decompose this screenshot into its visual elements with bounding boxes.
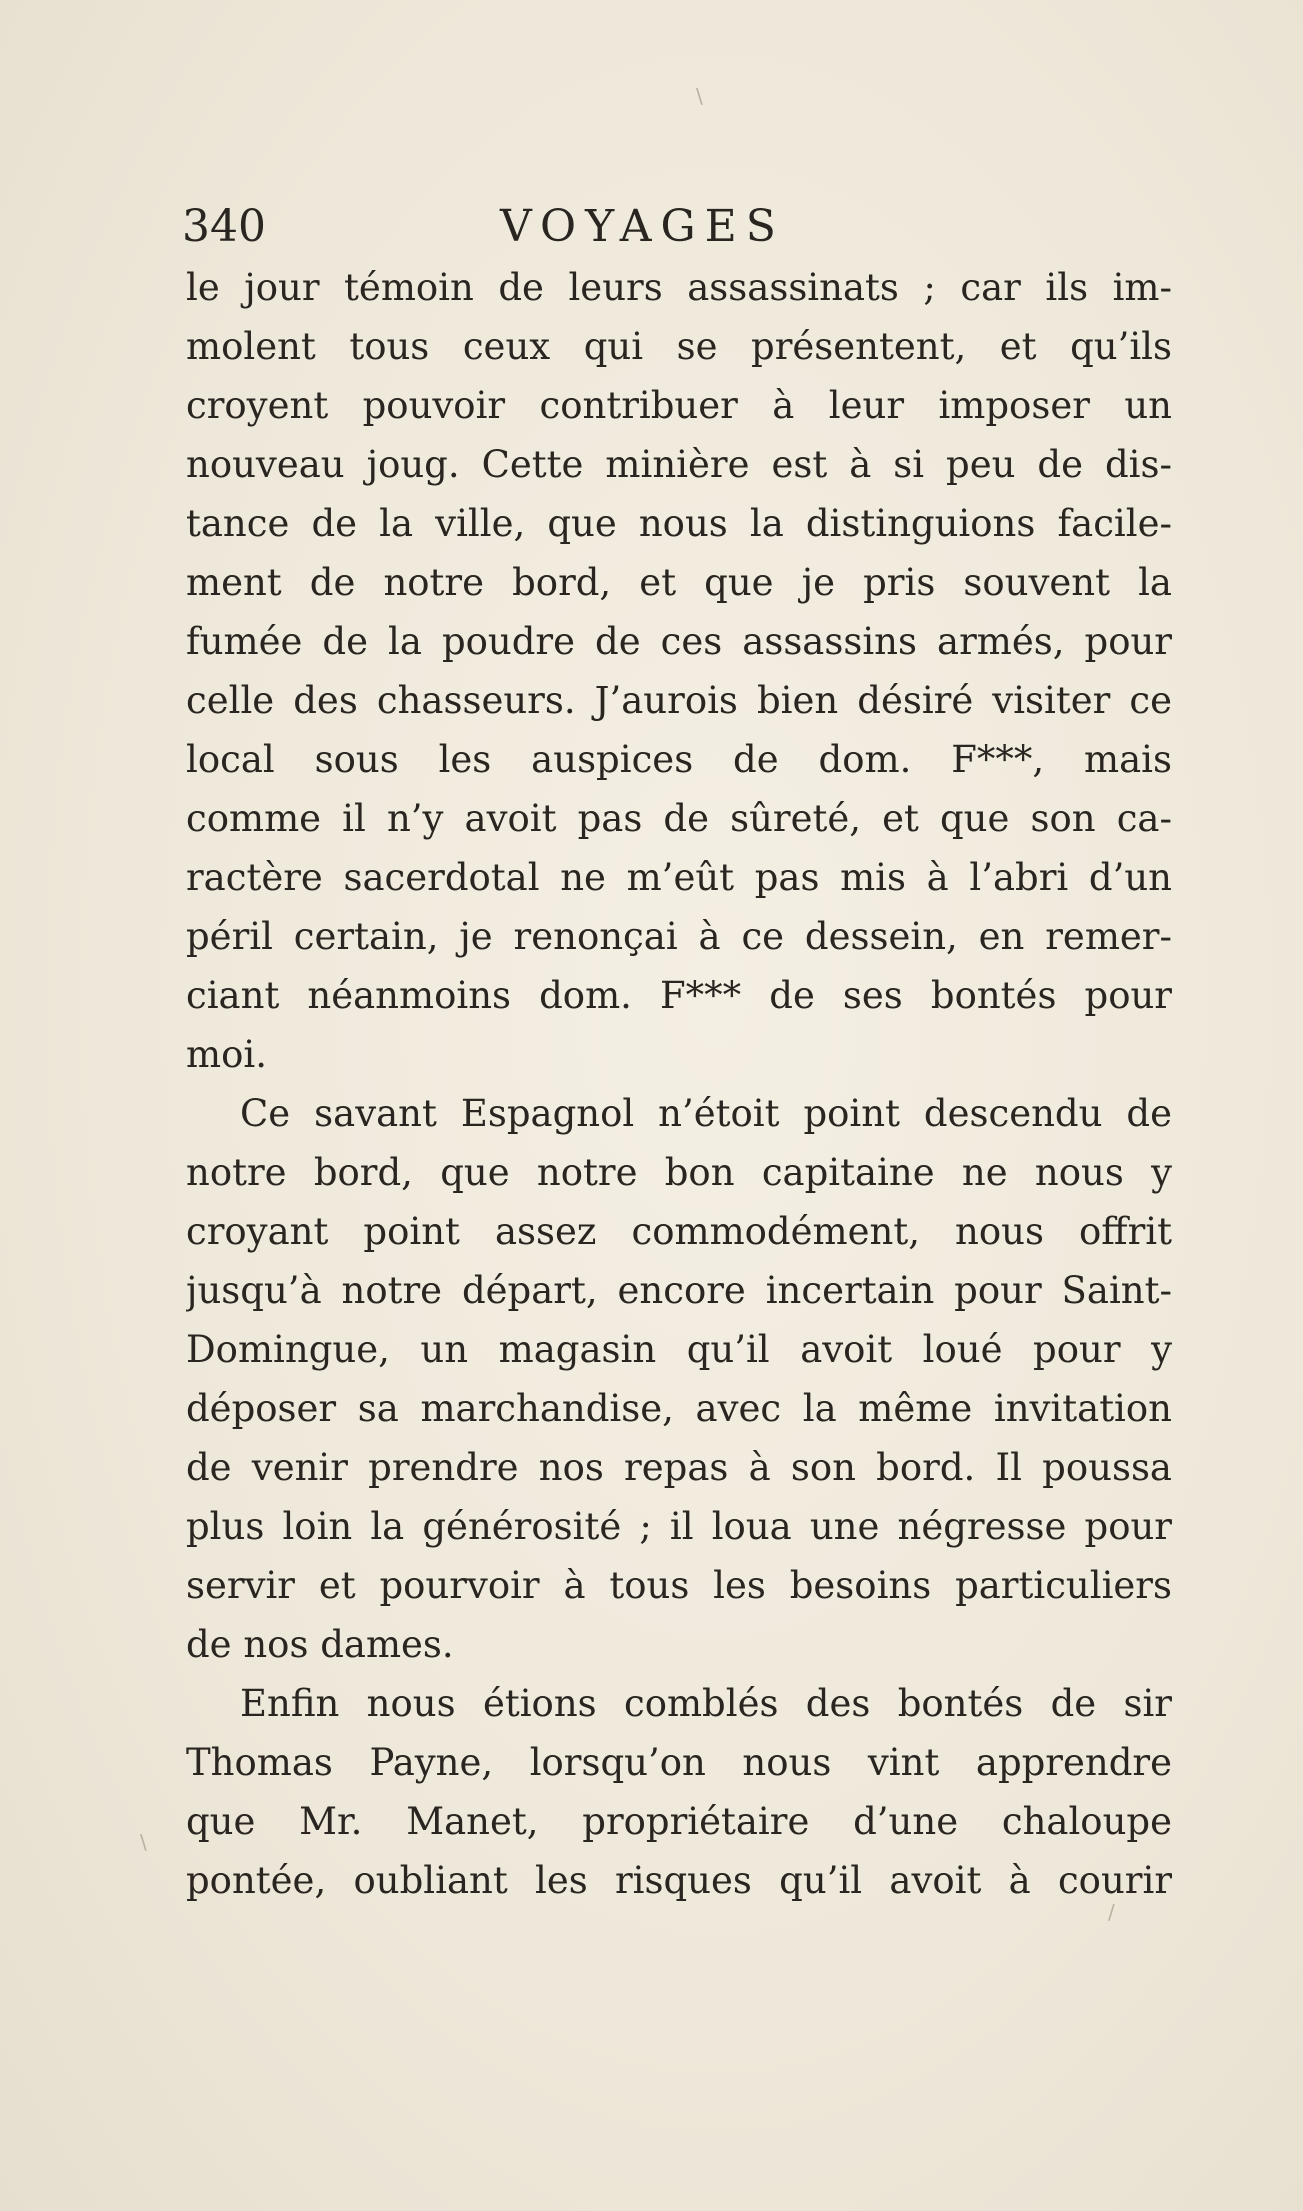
text-line: moi. <box>186 1033 267 1076</box>
text-line: péril certain, je renonçai à ce dessein, en remer- <box>186 915 1172 958</box>
text-line: le jour témoin de leurs assassinats ; car ils im- <box>186 266 1172 309</box>
text-line: que Mr. Manet, propriétaire d’une chaloupe <box>186 1800 1172 1843</box>
paragraph-2 <box>186 1084 1172 1674</box>
text-line: Ce savant Espagnol n’étoit point descendu de <box>240 1092 1172 1135</box>
page-body <box>186 258 1172 1910</box>
page-header <box>182 192 1172 262</box>
text-line: déposer sa marchandise, avec la même invitation <box>186 1387 1172 1430</box>
text-line: local sous les auspices de dom. F***, mais <box>186 738 1172 781</box>
paper-speck: / <box>1108 1900 1115 1924</box>
text-line: pontée, oubliant les risques qu’il avoit à courir <box>186 1859 1172 1902</box>
text-line: molent tous ceux qui se présentent, et qu’ils <box>186 325 1172 368</box>
text-line: Domingue, un magasin qu’il avoit loué pour y <box>186 1328 1172 1371</box>
text-line: comme il n’y avoit pas de sûreté, et que son ca- <box>186 797 1172 840</box>
text-line: plus loin la générosité ; il loua une négresse pour <box>186 1505 1172 1548</box>
text-line: servir et pourvoir à tous les besoins particuliers <box>186 1564 1172 1607</box>
running-title: VOYAGES <box>500 201 785 252</box>
text-line: de venir prendre nos repas à son bord. Il poussa <box>186 1446 1172 1489</box>
text-line: nouveau joug. Cette minière est à si peu de dis- <box>186 443 1172 486</box>
text-line: ractère sacerdotal ne m’eût pas mis à l’abri d’un <box>186 856 1172 899</box>
paper-speck: \ <box>140 1830 147 1854</box>
text-line: tance de la ville, que nous la distinguions facile- <box>186 502 1172 545</box>
text-line: ment de notre bord, et que je pris souvent la <box>186 561 1172 604</box>
paragraph-1 <box>186 258 1172 1084</box>
text-line: fumée de la poudre de ces assassins armés, pour <box>186 620 1172 663</box>
text-line: de nos dames. <box>186 1623 454 1666</box>
text-line: croyant point assez commodément, nous offrit <box>186 1210 1172 1253</box>
text-line: croyent pouvoir contribuer à leur imposer un <box>186 384 1172 427</box>
paper-speck: \ <box>696 84 703 108</box>
text-line: ciant néanmoins dom. F*** de ses bontés pour <box>186 974 1172 1017</box>
paragraph-3 <box>186 1674 1172 1910</box>
text-line: Thomas Payne, lorsqu’on nous vint apprendre <box>186 1741 1172 1784</box>
page-number: 340 <box>182 201 266 252</box>
text-line: jusqu’à notre départ, encore incertain pour Saint- <box>186 1269 1172 1312</box>
text-line: notre bord, que notre bon capitaine ne nous y <box>186 1151 1172 1194</box>
text-line: celle des chasseurs. J’aurois bien désiré visiter ce <box>186 679 1172 722</box>
text-line: Enfin nous étions comblés des bontés de sir <box>240 1682 1172 1725</box>
